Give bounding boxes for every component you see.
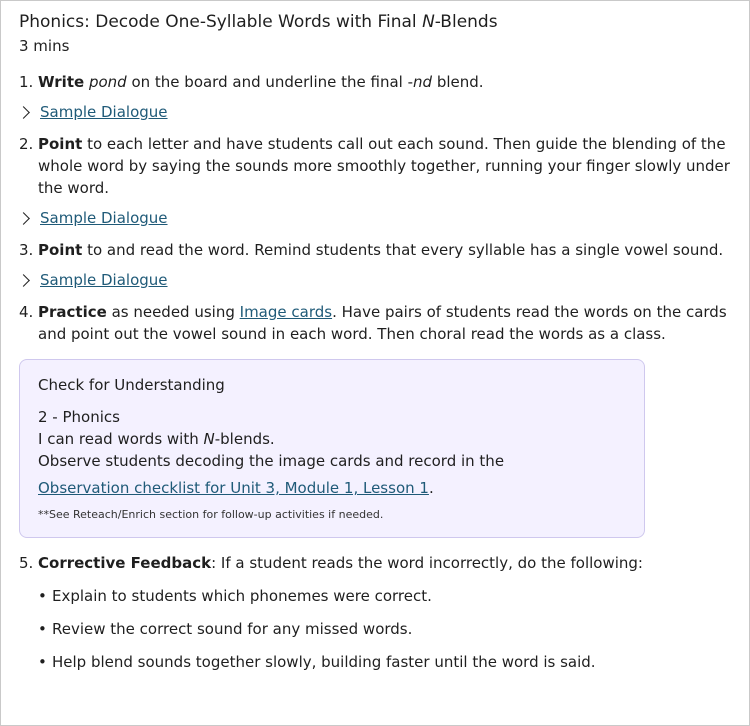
check-heading: Check for Understanding [38,376,225,394]
check-for-understanding-box [19,359,645,538]
step-5 [19,552,731,574]
lesson-duration: 3 mins [19,37,70,55]
observation-checklist-link[interactable]: Observation checklist for Unit 3, Module 1, Lesson 1 [38,479,429,497]
check-observe: Observe students decoding the image cards and record in the [38,452,505,470]
feedback-list [38,585,731,673]
image-cards-link[interactable]: Image cards [239,303,333,321]
sample-dialogue-link[interactable]: Sample Dialogue [40,103,168,121]
step-4 [19,301,731,345]
chevron-right-icon [17,106,30,119]
list-item: • Help blend sounds together slowly, building faster until the word is said. [38,653,596,671]
step-number: 4. [19,303,34,321]
sample-dialogue-toggle-2[interactable] [19,207,731,229]
step-number: 1. [19,73,34,91]
check-note: **See Reteach/Enrich section for follow-up activities if needed. [38,508,384,521]
step-3 [19,239,731,261]
sample-dialogue-link[interactable]: Sample Dialogue [40,209,168,227]
lesson-page [1,1,749,673]
check-can-statement: I can read words with N-blends. [38,430,275,448]
check-standard: 2 - Phonics [38,408,120,426]
sample-dialogue-toggle-1[interactable] [19,101,731,123]
step-number: 5. [19,554,34,572]
step-number: 2. [19,135,34,153]
step-text: Point to and read the word. Remind students that every syllable has a single vowel sound. [38,241,724,259]
step-number: 3. [19,241,34,259]
lesson-title: Phonics: Decode One-Syllable Words with Final N-Blends [19,12,498,32]
list-item: • Explain to students which phonemes were correct. [38,587,432,605]
check-link-line: Observation checklist for Unit 3, Module 1, Lesson 1. [38,479,434,497]
step-text: Write pond on the board and underline the final -nd blend. [38,73,484,91]
step-1 [19,71,731,93]
sample-dialogue-link[interactable]: Sample Dialogue [40,271,168,289]
step-text: Corrective Feedback: If a student reads the word incorrectly, do the following: [38,554,643,572]
list-item: • Review the correct sound for any missed words. [38,620,413,638]
sample-dialogue-toggle-3[interactable] [19,269,731,291]
step-2 [19,133,731,199]
step-text: Point to each letter and have students call out each sound. Then guide the blending of the whole word by saying the sounds more smoothly together, running your finger slowly under the word. [38,135,730,197]
chevron-right-icon [17,212,30,225]
chevron-right-icon [17,274,30,287]
step-text: Practice as needed using Image cards. Have pairs of students read the words on the cards and point out the vowel sound in each word. Then choral read the words as a class. [38,303,727,343]
